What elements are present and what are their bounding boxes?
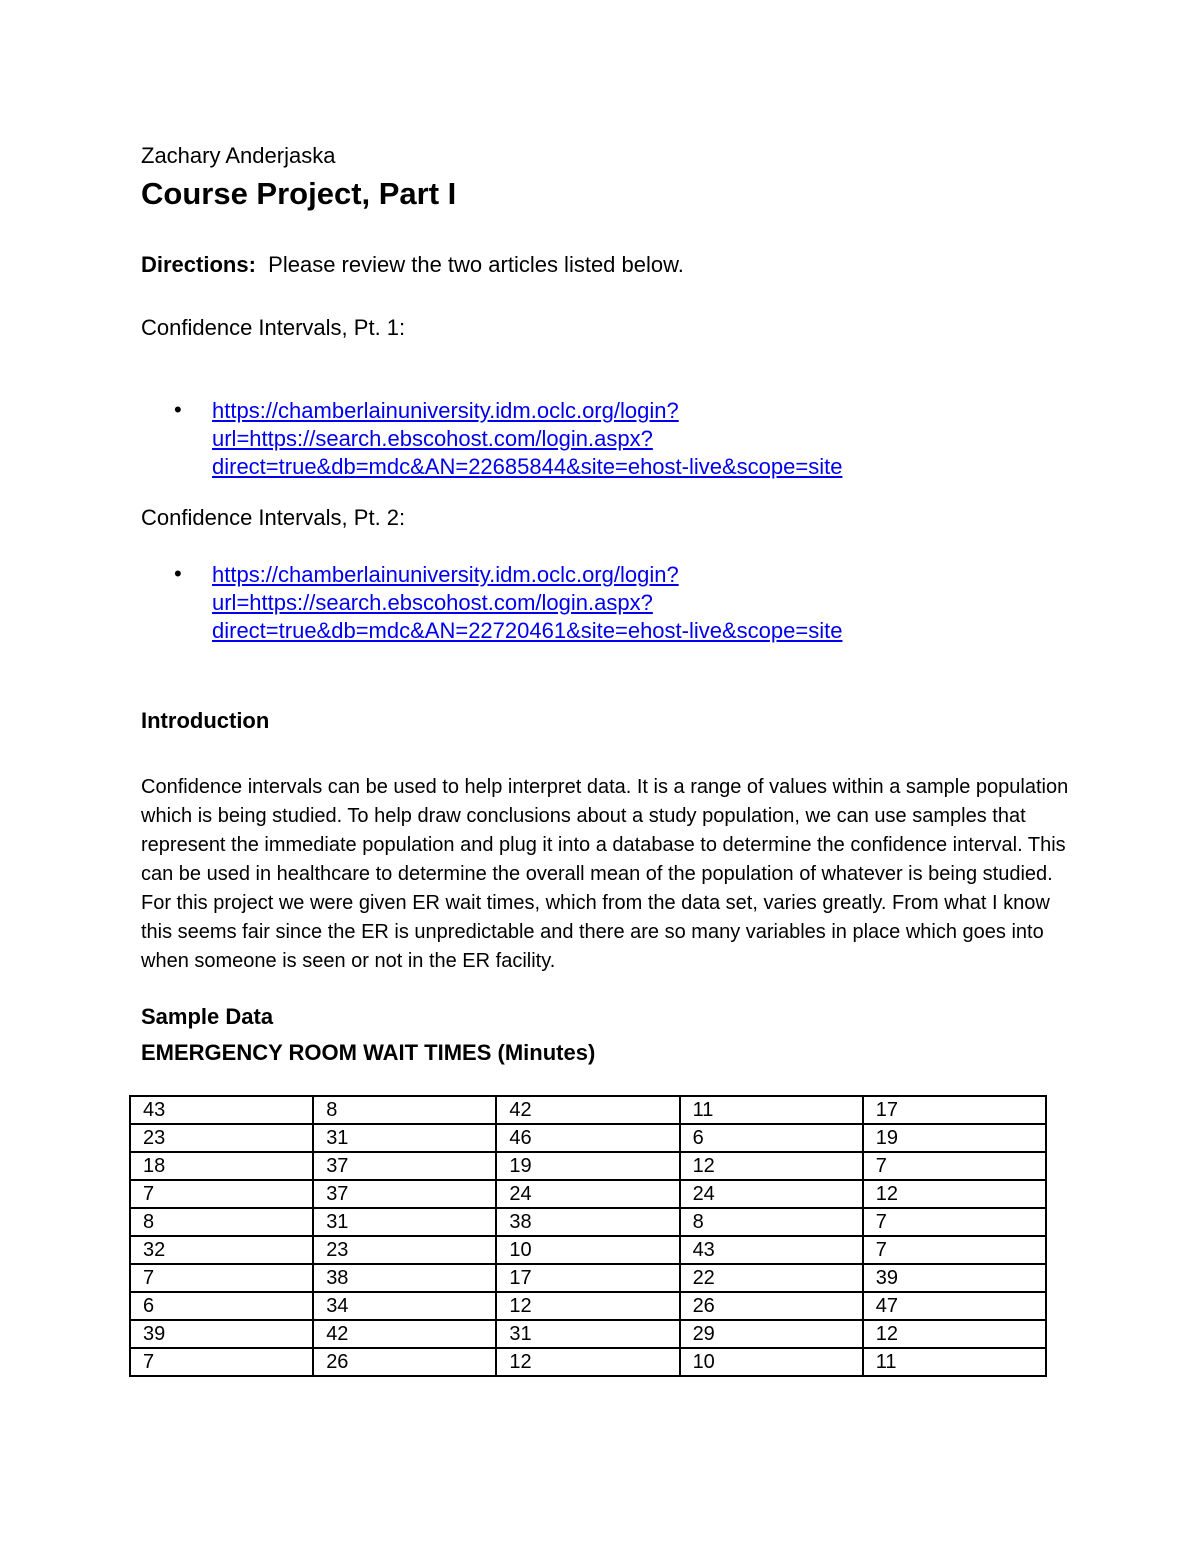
table-cell: 22 [680,1264,863,1292]
directions-label: Directions: [141,252,256,277]
table-cell: 7 [863,1236,1046,1264]
table-cell: 8 [313,1096,496,1124]
table-row [130,1236,1046,1264]
table-cell: 17 [863,1096,1046,1124]
table-cell: 10 [680,1348,863,1376]
table-cell: 26 [313,1348,496,1376]
table-cell: 19 [496,1152,679,1180]
table-cell: 7 [130,1348,313,1376]
section-label-pt2: Confidence Intervals, Pt. 2: [141,505,406,530]
table-row [130,1348,1046,1376]
table-cell: 12 [680,1152,863,1180]
table-title: EMERGENCY ROOM WAIT TIMES (Minutes) [141,1040,596,1065]
table-cell: 17 [496,1264,679,1292]
table-cell: 31 [313,1208,496,1236]
table-cell: 39 [863,1264,1046,1292]
table-cell: 42 [313,1320,496,1348]
directions [141,252,684,278]
table-cell: 7 [130,1264,313,1292]
table-cell: 26 [680,1292,863,1320]
author-name: Zachary Anderjaska [141,143,336,168]
table-cell: 18 [130,1152,313,1180]
table-row [130,1152,1046,1180]
table-row [130,1124,1046,1152]
table-row [130,1320,1046,1348]
table-cell: 7 [130,1180,313,1208]
sample-data-heading: Sample Data [141,1004,274,1029]
table-cell: 31 [313,1124,496,1152]
directions-text: Please review the two articles listed below. [268,252,684,277]
table-cell: 37 [313,1180,496,1208]
article-link-pt2[interactable] [212,561,842,645]
table-cell: 8 [130,1208,313,1236]
table-cell: 34 [313,1292,496,1320]
table-row [130,1292,1046,1320]
table-row [130,1208,1046,1236]
table-cell: 6 [130,1292,313,1320]
table-cell: 12 [863,1320,1046,1348]
table-cell: 19 [863,1124,1046,1152]
page-title: Course Project, Part I [141,176,457,211]
table-row [130,1264,1046,1292]
wait-times-table [129,1095,1047,1377]
table-cell: 10 [496,1236,679,1264]
table-cell: 38 [313,1264,496,1292]
bullet-pt2: • [174,561,182,586]
table-row [130,1096,1046,1124]
table-cell: 32 [130,1236,313,1264]
table-cell: 37 [313,1152,496,1180]
table-cell: 46 [496,1124,679,1152]
table-cell: 12 [496,1348,679,1376]
article-link-pt2-line1[interactable]: https://chamberlainuniversity.idm.oclc.org/login? [212,562,679,587]
table-cell: 38 [496,1208,679,1236]
table-cell: 11 [863,1348,1046,1376]
article-link-pt1-line1[interactable]: https://chamberlainuniversity.idm.oclc.org/login? [212,398,679,423]
table-cell: 42 [496,1096,679,1124]
article-link-pt1-line3[interactable]: direct=true&db=mdc&AN=22685844&site=ehost-live&scope=site [212,454,843,479]
table-cell: 29 [680,1320,863,1348]
section-label-pt1: Confidence Intervals, Pt. 1: [141,315,406,340]
table-cell: 6 [680,1124,863,1152]
table-cell: 24 [496,1180,679,1208]
table-cell: 12 [496,1292,679,1320]
bullet-pt1: • [174,397,182,422]
introduction-text: Confidence intervals can be used to help interpret data. It is a range of values within a sample population which is being studied. To help draw conclusions about a study population, we can use samples that represent the immediate population and plug it into a database to determine the confidence interval. This can be used in healthcare to determine the overall mean of the population of whatever is being studied. For this project we were given ER wait times, which from the data set, varies greatly. From what I know this seems fair since the ER is unpredictable and there are so many variables in place which goes into when someone is seen or not in the ER facility. [141,776,1069,972]
table-cell: 7 [863,1208,1046,1236]
table-cell: 24 [680,1180,863,1208]
article-link-pt2-line3[interactable]: direct=true&db=mdc&AN=22720461&site=ehost-live&scope=site [212,618,843,643]
article-link-pt1-line2[interactable]: url=https://search.ebscohost.com/login.aspx? [212,426,653,451]
table-cell: 7 [863,1152,1046,1180]
table-cell: 31 [496,1320,679,1348]
article-link-pt2-line2[interactable]: url=https://search.ebscohost.com/login.aspx? [212,590,653,615]
table-cell: 47 [863,1292,1046,1320]
article-link-pt1[interactable] [212,397,842,481]
table-cell: 39 [130,1320,313,1348]
table-cell: 23 [313,1236,496,1264]
table-cell: 23 [130,1124,313,1152]
table-cell: 43 [680,1236,863,1264]
table-row [130,1180,1046,1208]
table-cell: 12 [863,1180,1046,1208]
table-cell: 8 [680,1208,863,1236]
table-cell: 43 [130,1096,313,1124]
table-cell: 11 [680,1096,863,1124]
introduction-heading: Introduction [141,708,270,733]
